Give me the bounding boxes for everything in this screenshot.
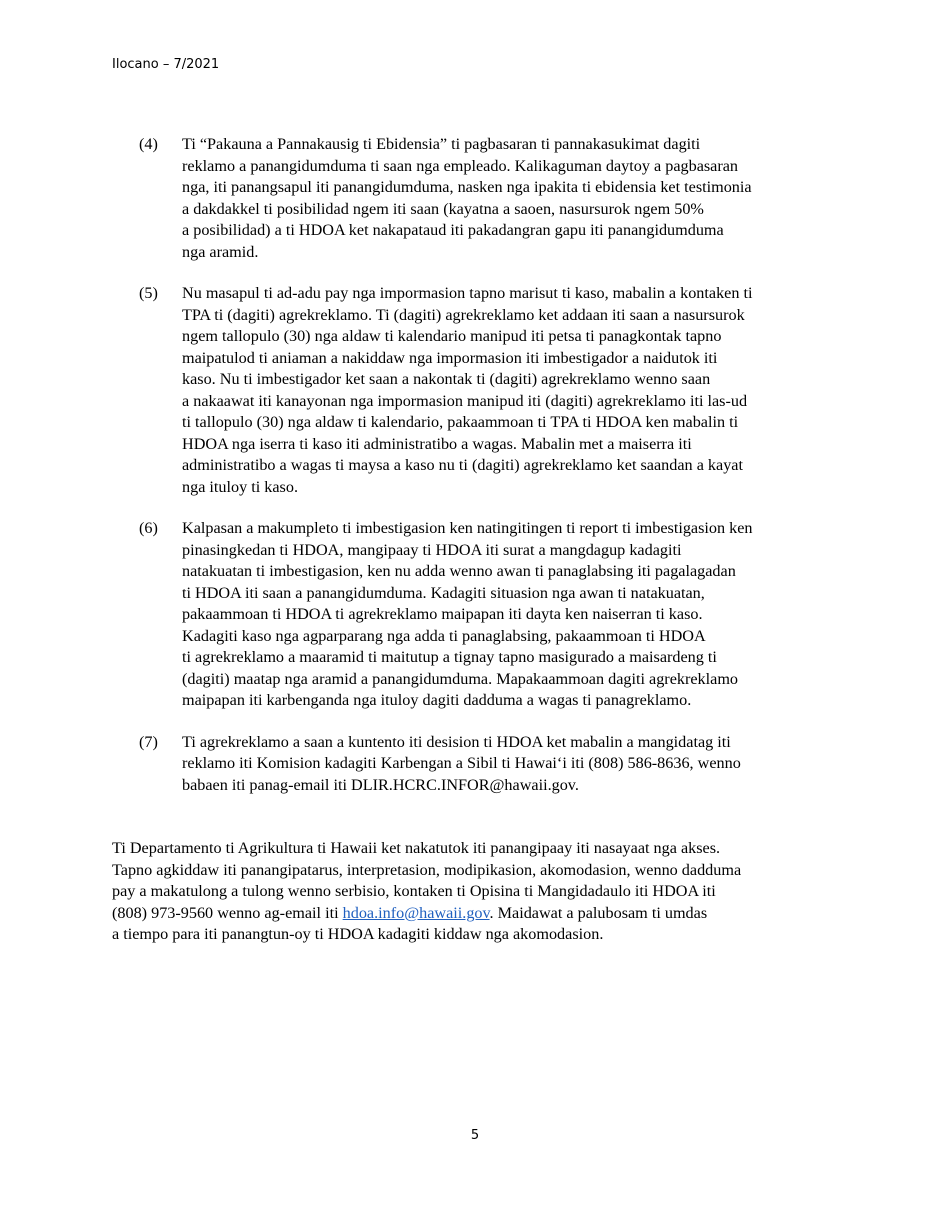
closing-line: a tiempo para iti panangtun-oy ti HDOA kadagiti kiddaw nga akomodasion. [112, 925, 604, 943]
list-item-text: Kalpasan a makumpleto ti imbestigasion ken natingitingen ti report ti imbestigasion ken pinasingkedan ti HDOA, mangipaay ti HDOA iti surat a mangdagup kadagiti natakuatan ti imbestigasion, ken nu adda wenno awan ti panaglabsing iti pagalagadan ti HDOA iti saan a panangidumduma. Kadagiti situasion nga awan ti natakuatan, pakaammoan ti HDOA ti agrekreklamo maipapan iti dayta ken naiserran ti kaso. Kadagiti kaso nga agparparang nga adda ti panaglabsing, pakaammoan ti HDOA ti agrekreklamo a maaramid ti maitutup a tignay tapno masigurado a maisardeng ti (dagiti) maatap nga aramid a panangidumduma. Mapakaammoan dagiti agrekreklamo maipapan iti karbenganda nga ituloy dagiti dadduma a wagas ti panagreklamo. [182, 519, 753, 709]
closing-line-text: . Maidawat a palubosam ti umdas [489, 903, 708, 922]
closing-line-with-link [112, 903, 847, 925]
list-item-number: (7) [139, 732, 158, 751]
list-item-number: (4) [139, 135, 158, 153]
list-item-text: Ti agrekreklamo a saan a kuntento iti desision ti HDOA ket mabalin a mangidatag iti reklamo iti Komision kadagiti Karbengan a Sibil ti Hawai‘i iti (808) 586-8636, wenno babaen iti panag-email iti DLIR.HCRC.INFOR@hawaii.gov. [182, 732, 741, 794]
list-item [139, 134, 844, 263]
closing-line: pay a makatulong a tulong wenno serbisio, kontaken ti Opisina ti Mangidadaulo iti HDOA iti [112, 882, 716, 900]
closing-line: Tapno agkiddaw iti panangipatarus, interpretasion, modipikasion, akomodasion, wenno dadduma [112, 860, 742, 879]
numbered-list [139, 134, 844, 816]
list-item [139, 732, 844, 797]
header-language-date: Ilocano – 7/2021 [112, 57, 220, 72]
list-item-text: Ti “Pakauna a Pannakausig ti Ebidensia” ti pagbasaran ti pannakasukimat dagiti reklamo a panangidumduma ti saan nga empleado. Kalikaguman daytoy a pagbasaran nga, iti panangsapul iti panangidumduma, nasken nga ipakita ti ebidensia ket testimonia a dakdakkel ti posibilidad ngem iti saan (kayatna a saoen, nasursurok ngem 50% a posibilidad) a ti HDOA ket nakapataud iti pakadangran gapu iti panangidumduma nga aramid. [182, 135, 752, 261]
closing-line-text: (808) 973-9560 wenno ag-email iti [112, 903, 343, 922]
list-item-number: (6) [139, 519, 158, 537]
list-item-number: (5) [139, 284, 158, 302]
list-item [139, 518, 844, 712]
closing-paragraph [112, 838, 847, 946]
closing-line: Ti Departamento ti Agrikultura ti Hawaii ket nakatutok iti panangipaay iti nasayaat nga akses. [112, 839, 721, 857]
email-link[interactable]: hdoa.info@hawaii.gov [342, 903, 490, 922]
list-item [139, 283, 844, 498]
list-item-text: Nu masapul ti ad-adu pay nga impormasion tapno marisut ti kaso, mabalin a kontaken ti TPA ti (dagiti) agrekreklamo. Ti (dagiti) agrekreklamo ket addaan iti saan a nasursurok ngem tallopulo (30) nga aldaw ti kalendario manipud iti petsa ti panagkontak tapno maipatulod ti aniaman a nakiddaw nga impormasion iti imbestigador a naidutok iti kaso. Nu ti imbestigador ket saan a nakontak ti (dagiti) agrekreklamo wenno saan a nakaawat iti kanayonan nga impormasion manipud iti (dagiti) agrekreklamo iti las-ud ti tallopulo (30) nga aldaw ti kalendario, pakaammoan ti TPA ti HDOA ken mabalin ti HDOA nga iserra ti kaso iti administratibo a wagas. Mabalin met a maiserra iti administratibo a wagas ti maysa a kaso nu ti (dagiti) agrekreklamo ket saandan a kayat nga ituloy ti kaso. [182, 284, 753, 496]
page-number: 5 [470, 1128, 480, 1143]
